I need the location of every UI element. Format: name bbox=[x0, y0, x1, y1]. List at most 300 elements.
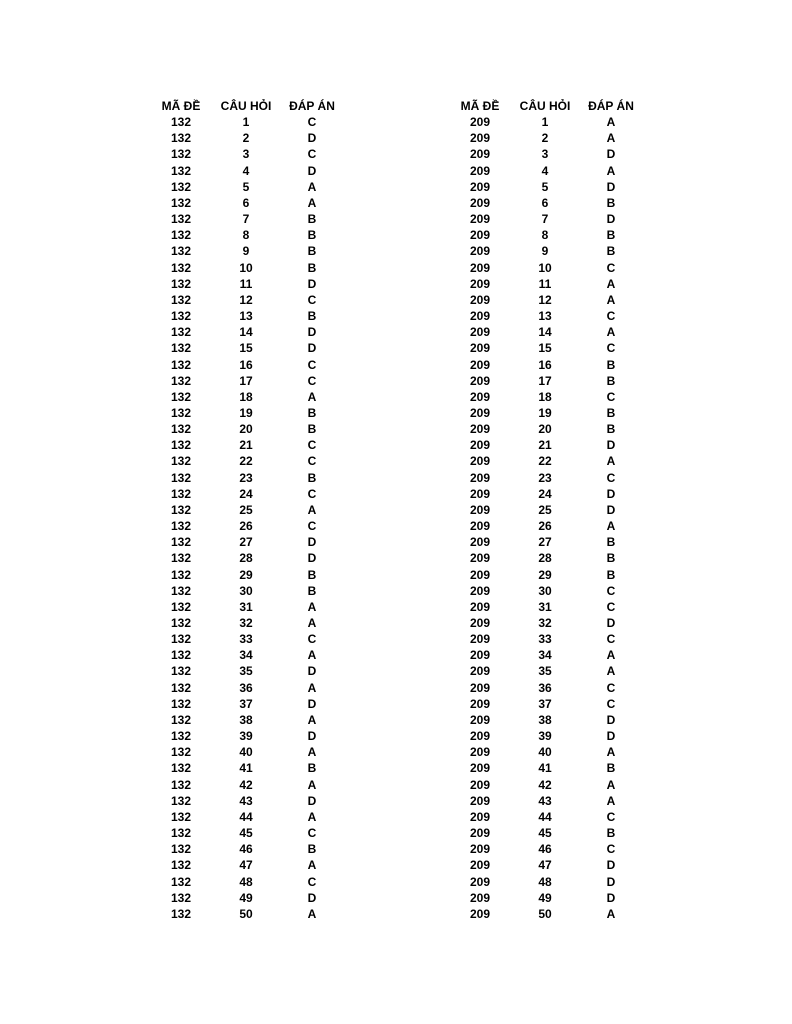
table-row bbox=[156, 486, 338, 502]
table-row bbox=[156, 389, 338, 405]
exam-code-cell: 209 bbox=[469, 648, 491, 663]
table-row bbox=[455, 486, 637, 502]
table-row bbox=[156, 825, 338, 841]
exam-code-cell: 209 bbox=[469, 115, 491, 130]
table-row bbox=[156, 599, 338, 615]
exam-code-cell: 209 bbox=[469, 179, 491, 194]
exam-code-cell: 132 bbox=[170, 551, 192, 566]
answer-cell: C bbox=[307, 373, 317, 388]
exam-code-cell: 209 bbox=[469, 405, 491, 420]
exam-code-cell: 132 bbox=[170, 405, 192, 420]
question-number-cell: 46 bbox=[538, 842, 552, 857]
question-number-cell: 31 bbox=[538, 599, 552, 614]
table-row bbox=[156, 712, 338, 728]
question-number-cell: 30 bbox=[538, 583, 552, 598]
answer-cell: A bbox=[606, 664, 616, 679]
question-number-cell: 11 bbox=[538, 276, 552, 291]
question-number-cell: 34 bbox=[239, 648, 253, 663]
exam-code-header: MÃ ĐỀ bbox=[161, 99, 201, 113]
answer-cell: A bbox=[307, 906, 317, 921]
exam-code-cell: 132 bbox=[170, 680, 192, 695]
question-number-cell: 12 bbox=[538, 292, 552, 307]
table-row bbox=[455, 663, 637, 679]
question-number-cell: 31 bbox=[239, 599, 253, 614]
exam-code-cell: 132 bbox=[170, 729, 192, 744]
answer-cell: B bbox=[307, 309, 317, 324]
question-number-cell: 33 bbox=[538, 632, 552, 647]
question-number-cell: 37 bbox=[538, 696, 552, 711]
table-row bbox=[455, 712, 637, 728]
exam-code-cell: 132 bbox=[170, 163, 192, 178]
question-number-cell: 7 bbox=[541, 212, 549, 227]
answer-cell: A bbox=[606, 325, 616, 340]
table-row bbox=[156, 114, 338, 130]
exam-code-cell: 132 bbox=[170, 276, 192, 291]
exam-code-cell: 132 bbox=[170, 309, 192, 324]
answer-cell: D bbox=[606, 890, 616, 905]
answer-cell: B bbox=[606, 195, 616, 210]
answer-cell: B bbox=[307, 405, 317, 420]
question-number-cell: 47 bbox=[239, 858, 253, 873]
answer-cell: B bbox=[307, 583, 317, 598]
table-row bbox=[156, 357, 338, 373]
question-number-cell: 12 bbox=[239, 292, 253, 307]
answer-cell: A bbox=[606, 777, 616, 792]
answer-cell: A bbox=[606, 906, 616, 921]
question-number-cell: 49 bbox=[538, 890, 552, 905]
exam-code-cell: 132 bbox=[170, 292, 192, 307]
table-row bbox=[455, 647, 637, 663]
exam-code-cell: 209 bbox=[469, 244, 491, 259]
table-row bbox=[156, 324, 338, 340]
answer-cell: A bbox=[307, 777, 317, 792]
answer-cell: D bbox=[606, 212, 616, 227]
exam-code-cell: 209 bbox=[469, 260, 491, 275]
table-row bbox=[156, 809, 338, 825]
exam-code-cell: 132 bbox=[170, 519, 192, 534]
answer-cell: C bbox=[606, 842, 616, 857]
answer-cell: C bbox=[606, 389, 616, 404]
table-row bbox=[156, 793, 338, 809]
table-row bbox=[156, 857, 338, 873]
question-number-cell: 36 bbox=[538, 680, 552, 695]
exam-code-cell: 209 bbox=[469, 858, 491, 873]
exam-code-cell: 209 bbox=[469, 389, 491, 404]
answer-cell: A bbox=[606, 793, 616, 808]
table-row bbox=[455, 324, 637, 340]
table-row bbox=[156, 567, 338, 583]
exam-code-cell: 209 bbox=[469, 163, 491, 178]
answer-cell: C bbox=[606, 583, 616, 598]
question-number-cell: 4 bbox=[541, 163, 549, 178]
answer-cell: B bbox=[307, 212, 317, 227]
exam-code-cell: 209 bbox=[469, 309, 491, 324]
exam-code-cell: 209 bbox=[469, 890, 491, 905]
answer-cell: D bbox=[307, 163, 317, 178]
answer-cell: D bbox=[307, 535, 317, 550]
table-row bbox=[156, 243, 338, 259]
question-number-cell: 43 bbox=[538, 793, 552, 808]
exam-code-cell: 132 bbox=[170, 357, 192, 372]
answer-header: ĐÁP ÁN bbox=[588, 99, 634, 113]
question-number-cell: 32 bbox=[239, 616, 253, 630]
table-row bbox=[156, 195, 338, 211]
exam-code-cell: 209 bbox=[469, 616, 491, 630]
exam-code-cell: 209 bbox=[469, 551, 491, 566]
question-number-cell: 26 bbox=[239, 519, 253, 534]
exam-code-cell: 132 bbox=[170, 147, 192, 162]
answer-cell: B bbox=[606, 373, 616, 388]
answer-cell: B bbox=[606, 761, 616, 776]
question-number-cell: 38 bbox=[538, 712, 552, 727]
table-row bbox=[156, 760, 338, 776]
exam-code-cell: 209 bbox=[469, 793, 491, 808]
answer-cell: D bbox=[606, 502, 616, 517]
exam-code-cell: 132 bbox=[170, 244, 192, 259]
answer-cell: B bbox=[307, 470, 317, 485]
answer-cell: A bbox=[307, 858, 317, 873]
answer-rows bbox=[156, 114, 338, 922]
question-number-cell: 24 bbox=[538, 486, 552, 501]
exam-code-cell: 132 bbox=[170, 583, 192, 598]
answer-cell: D bbox=[307, 341, 317, 356]
question-number-cell: 10 bbox=[239, 260, 253, 275]
table-row bbox=[156, 502, 338, 518]
table-row bbox=[455, 777, 637, 793]
question-number-cell: 1 bbox=[242, 115, 250, 130]
answer-cell: A bbox=[307, 809, 317, 824]
answer-cell: B bbox=[307, 842, 317, 857]
exam-code-cell: 209 bbox=[469, 535, 491, 550]
table-row bbox=[156, 130, 338, 146]
exam-code-cell: 132 bbox=[170, 228, 192, 243]
table-row bbox=[455, 534, 637, 550]
answer-cell: D bbox=[307, 793, 317, 808]
table-row bbox=[455, 114, 637, 130]
table-row bbox=[455, 583, 637, 599]
exam-code-cell: 209 bbox=[469, 454, 491, 469]
answer-cell: A bbox=[307, 195, 317, 210]
answer-cell: C bbox=[606, 341, 616, 356]
table-row bbox=[156, 631, 338, 647]
answer-cell: D bbox=[307, 551, 317, 566]
table-row bbox=[455, 890, 637, 906]
question-number-cell: 3 bbox=[541, 147, 549, 162]
answer-cell: D bbox=[606, 712, 616, 727]
answer-key-table-209 bbox=[455, 98, 637, 922]
question-number-cell: 26 bbox=[538, 519, 552, 534]
exam-code-cell: 209 bbox=[469, 761, 491, 776]
question-number-cell: 45 bbox=[239, 826, 253, 841]
table-row bbox=[455, 841, 637, 857]
answer-cell: C bbox=[606, 309, 616, 324]
table-row bbox=[156, 470, 338, 486]
exam-code-cell: 132 bbox=[170, 874, 192, 889]
question-number-cell: 40 bbox=[538, 745, 552, 760]
table-row bbox=[156, 728, 338, 744]
answer-cell: C bbox=[307, 874, 317, 889]
table-row bbox=[455, 357, 637, 373]
exam-code-cell: 132 bbox=[170, 389, 192, 404]
table-row bbox=[455, 163, 637, 179]
answer-cell: C bbox=[307, 115, 317, 130]
answer-key-table-132 bbox=[156, 98, 338, 922]
table-row bbox=[156, 906, 338, 922]
question-number-cell: 50 bbox=[239, 906, 253, 921]
question-number-cell: 9 bbox=[242, 244, 250, 259]
exam-code-cell: 209 bbox=[469, 632, 491, 647]
answer-cell: D bbox=[606, 147, 616, 162]
exam-code-cell: 132 bbox=[170, 648, 192, 663]
exam-code-cell: 132 bbox=[170, 325, 192, 340]
question-number-cell: 14 bbox=[239, 325, 253, 340]
answer-cell: D bbox=[606, 616, 616, 630]
table-row bbox=[455, 615, 637, 631]
question-number-cell: 50 bbox=[538, 906, 552, 921]
question-number-cell: 14 bbox=[538, 325, 552, 340]
question-number-cell: 5 bbox=[541, 179, 549, 194]
exam-code-cell: 132 bbox=[170, 115, 192, 130]
answer-cell: D bbox=[307, 696, 317, 711]
exam-code-cell: 132 bbox=[170, 486, 192, 501]
answer-cell: B bbox=[606, 567, 616, 582]
question-number-cell: 34 bbox=[538, 648, 552, 663]
exam-code-cell: 209 bbox=[469, 599, 491, 614]
question-number-cell: 13 bbox=[239, 309, 253, 324]
table-row bbox=[455, 874, 637, 890]
exam-code-cell: 209 bbox=[469, 745, 491, 760]
answer-cell: C bbox=[606, 632, 616, 647]
table-row bbox=[455, 179, 637, 195]
exam-code-cell: 132 bbox=[170, 131, 192, 146]
exam-code-cell: 132 bbox=[170, 373, 192, 388]
exam-code-cell: 132 bbox=[170, 906, 192, 921]
answer-cell: B bbox=[307, 228, 317, 243]
question-header: CÂU HỎI bbox=[519, 99, 571, 113]
table-row bbox=[156, 615, 338, 631]
question-number-cell: 21 bbox=[239, 438, 253, 453]
question-number-cell: 1 bbox=[541, 115, 549, 130]
question-number-cell: 41 bbox=[538, 761, 552, 776]
question-number-cell: 44 bbox=[538, 809, 552, 824]
table-row bbox=[455, 389, 637, 405]
answer-cell: C bbox=[606, 680, 616, 695]
question-number-cell: 22 bbox=[538, 454, 552, 469]
answer-cell: C bbox=[307, 826, 317, 841]
table-row bbox=[156, 227, 338, 243]
answer-cell: B bbox=[606, 826, 616, 841]
exam-code-cell: 209 bbox=[469, 842, 491, 857]
exam-code-cell: 209 bbox=[469, 422, 491, 437]
answer-cell: D bbox=[307, 325, 317, 340]
answer-cell: A bbox=[606, 454, 616, 469]
table-row bbox=[455, 211, 637, 227]
table-row bbox=[455, 421, 637, 437]
exam-code-cell: 209 bbox=[469, 874, 491, 889]
exam-code-cell: 132 bbox=[170, 745, 192, 760]
table-row bbox=[156, 373, 338, 389]
exam-code-cell: 209 bbox=[469, 341, 491, 356]
exam-code-cell: 132 bbox=[170, 777, 192, 792]
exam-code-cell: 132 bbox=[170, 664, 192, 679]
question-number-cell: 36 bbox=[239, 680, 253, 695]
question-number-cell: 25 bbox=[538, 502, 552, 517]
table-row bbox=[156, 276, 338, 292]
table-row bbox=[156, 163, 338, 179]
answer-cell: A bbox=[307, 389, 317, 404]
answer-cell: A bbox=[307, 179, 317, 194]
answer-cell: C bbox=[307, 632, 317, 647]
table-row bbox=[156, 647, 338, 663]
question-number-cell: 28 bbox=[239, 551, 253, 566]
question-number-cell: 19 bbox=[538, 405, 552, 420]
question-number-cell: 33 bbox=[239, 632, 253, 647]
exam-code-cell: 209 bbox=[469, 276, 491, 291]
question-number-cell: 49 bbox=[239, 890, 253, 905]
table-row bbox=[455, 825, 637, 841]
question-number-cell: 28 bbox=[538, 551, 552, 566]
question-number-cell: 17 bbox=[239, 373, 253, 388]
answer-cell: D bbox=[307, 729, 317, 744]
exam-code-cell: 209 bbox=[469, 826, 491, 841]
question-number-cell: 39 bbox=[239, 729, 253, 744]
exam-code-header: MÃ ĐỀ bbox=[460, 99, 500, 113]
table-row bbox=[455, 308, 637, 324]
table-row bbox=[455, 680, 637, 696]
exam-code-cell: 209 bbox=[469, 228, 491, 243]
question-number-cell: 27 bbox=[538, 535, 552, 550]
answer-cell: A bbox=[606, 648, 616, 663]
exam-code-cell: 209 bbox=[469, 664, 491, 679]
exam-code-cell: 209 bbox=[469, 583, 491, 598]
question-number-cell: 9 bbox=[541, 244, 549, 259]
answer-cell: C bbox=[307, 292, 317, 307]
answer-cell: A bbox=[307, 712, 317, 727]
exam-code-cell: 132 bbox=[170, 454, 192, 469]
exam-code-cell: 209 bbox=[469, 292, 491, 307]
table-row bbox=[156, 260, 338, 276]
exam-code-cell: 209 bbox=[469, 325, 491, 340]
question-number-cell: 22 bbox=[239, 454, 253, 469]
question-number-cell: 17 bbox=[538, 373, 552, 388]
table-row bbox=[156, 583, 338, 599]
exam-code-cell: 132 bbox=[170, 842, 192, 857]
table-row bbox=[455, 260, 637, 276]
exam-code-cell: 209 bbox=[469, 696, 491, 711]
answer-cell: A bbox=[606, 115, 616, 130]
exam-code-cell: 132 bbox=[170, 212, 192, 227]
exam-code-cell: 132 bbox=[170, 422, 192, 437]
answer-cell: C bbox=[307, 454, 317, 469]
answer-cell: B bbox=[307, 422, 317, 437]
question-header: CÂU HỎI bbox=[220, 99, 272, 113]
table-row bbox=[156, 453, 338, 469]
table-row bbox=[455, 130, 637, 146]
question-number-cell: 4 bbox=[242, 163, 250, 178]
exam-code-cell: 209 bbox=[469, 373, 491, 388]
answer-cell: C bbox=[307, 486, 317, 501]
exam-code-cell: 209 bbox=[469, 712, 491, 727]
answer-cell: C bbox=[307, 438, 317, 453]
answer-cell: C bbox=[606, 260, 616, 275]
table-row bbox=[156, 421, 338, 437]
answer-cell: A bbox=[307, 680, 317, 695]
exam-code-cell: 132 bbox=[170, 341, 192, 356]
exam-code-cell: 132 bbox=[170, 761, 192, 776]
question-number-cell: 43 bbox=[239, 793, 253, 808]
answer-cell: B bbox=[606, 535, 616, 550]
table-row bbox=[455, 599, 637, 615]
answer-cell: B bbox=[307, 244, 317, 259]
exam-code-cell: 132 bbox=[170, 195, 192, 210]
answer-cell: B bbox=[307, 761, 317, 776]
question-number-cell: 47 bbox=[538, 858, 552, 873]
exam-code-cell: 132 bbox=[170, 260, 192, 275]
table-row bbox=[455, 518, 637, 534]
table-row bbox=[455, 292, 637, 308]
answer-cell: D bbox=[307, 276, 317, 291]
exam-code-cell: 209 bbox=[469, 502, 491, 517]
table-row bbox=[455, 793, 637, 809]
exam-code-cell: 132 bbox=[170, 599, 192, 614]
answer-cell: A bbox=[606, 292, 616, 307]
table-row bbox=[156, 211, 338, 227]
question-number-cell: 23 bbox=[538, 470, 552, 485]
table-row bbox=[455, 809, 637, 825]
question-number-cell: 15 bbox=[538, 341, 552, 356]
exam-code-cell: 209 bbox=[469, 567, 491, 582]
table-row bbox=[156, 744, 338, 760]
answer-cell: A bbox=[307, 648, 317, 663]
table-row bbox=[156, 437, 338, 453]
answer-cell: B bbox=[307, 260, 317, 275]
question-number-cell: 6 bbox=[242, 195, 250, 210]
question-number-cell: 16 bbox=[239, 357, 253, 372]
exam-code-cell: 132 bbox=[170, 179, 192, 194]
question-number-cell: 18 bbox=[239, 389, 253, 404]
exam-code-cell: 209 bbox=[469, 680, 491, 695]
answer-cell: D bbox=[606, 874, 616, 889]
question-number-cell: 8 bbox=[541, 228, 549, 243]
exam-code-cell: 209 bbox=[469, 438, 491, 453]
table-row bbox=[455, 631, 637, 647]
question-number-cell: 19 bbox=[239, 405, 253, 420]
table-row bbox=[156, 890, 338, 906]
exam-code-cell: 209 bbox=[469, 729, 491, 744]
answer-cell: B bbox=[606, 422, 616, 437]
question-number-cell: 2 bbox=[242, 131, 250, 146]
table-row bbox=[455, 437, 637, 453]
exam-code-cell: 132 bbox=[170, 616, 192, 630]
table-row bbox=[156, 680, 338, 696]
table-row bbox=[455, 195, 637, 211]
question-number-cell: 42 bbox=[538, 777, 552, 792]
table-row bbox=[455, 744, 637, 760]
question-number-cell: 48 bbox=[239, 874, 253, 889]
answer-cell: B bbox=[606, 357, 616, 372]
table-row bbox=[455, 373, 637, 389]
answer-cell: C bbox=[606, 599, 616, 614]
question-number-cell: 2 bbox=[541, 131, 549, 146]
answer-cell: A bbox=[307, 745, 317, 760]
answer-cell: B bbox=[606, 405, 616, 420]
answer-cell: D bbox=[606, 438, 616, 453]
question-number-cell: 37 bbox=[239, 696, 253, 711]
answer-cell: C bbox=[307, 519, 317, 534]
table-row bbox=[455, 453, 637, 469]
answer-cell: D bbox=[606, 179, 616, 194]
answer-cell: D bbox=[606, 858, 616, 873]
